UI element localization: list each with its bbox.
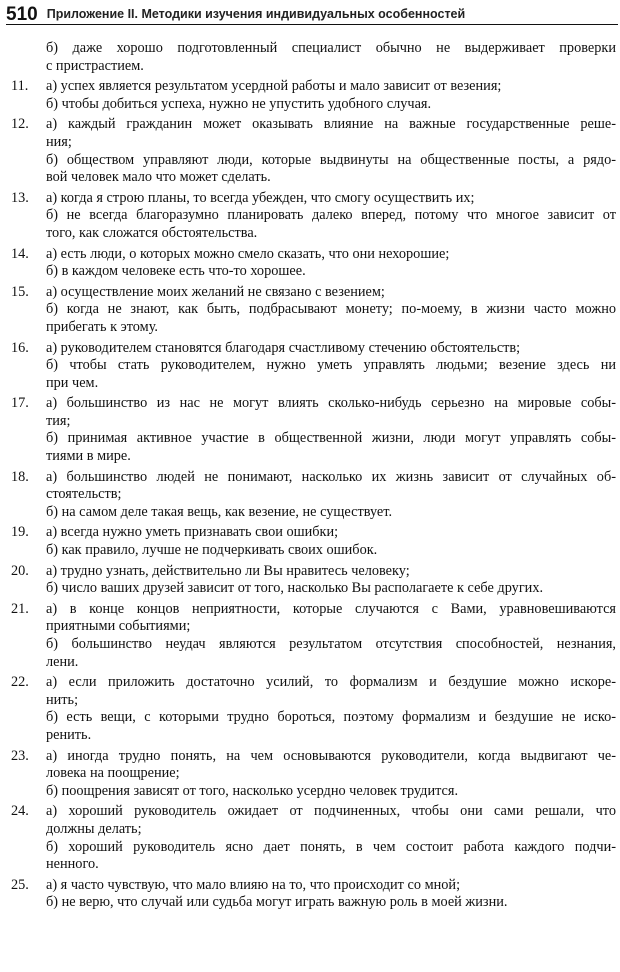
text-line: б) чтобы добиться успеха, нужно не упустить удобного случая. [46,95,432,112]
item-number: 15. [11,283,29,300]
questionnaire-item [8,877,616,912]
text-line: б) число ваших друзей зависит от того, насколько Вы располагаете к себе других. [46,580,544,597]
questionnaire-item [8,395,616,465]
questionnaire-item [8,601,616,671]
running-title: Приложение II. Методики изучения индивидуальных особенностей [46,7,466,21]
item-text [46,284,616,337]
item-number: 16. [11,339,29,356]
text-line: а) когда я строю планы, то всегда убежден, что смогу осуществить их; [46,189,475,206]
questionnaire-item [8,284,616,337]
text-line: а) иногда трудно понять, на чем основываются руководители, когда выдвигают че- [46,747,616,764]
questionnaire-item [8,524,616,559]
text-line: б) обществом управляют люди, которые выдвинуты на общественные посты, а рядо- [46,151,616,168]
text-line: ненного. [46,856,99,873]
text-line: лени. [46,653,79,670]
item-text [46,674,616,744]
text-line: тиями в мире. [46,448,131,465]
text-line: б) принимая активное участие в общественной жизни, люди могут управлять собы- [46,430,616,447]
item-number: 22. [11,674,29,691]
item-number [8,40,46,75]
item-text [46,601,616,671]
questionnaire-item [8,748,616,801]
text-line: б) когда не знают, как быть, подбрасывают монету; по-моему, в жизни часто можно [46,301,616,318]
questionnaire-item [8,674,616,744]
item-text [46,340,616,393]
item-text [46,78,616,113]
questionnaire-item [8,190,616,243]
questionnaire-item [8,116,616,186]
text-line: того, как сложатся обстоятельства. [46,224,258,241]
item-number: 17. [11,395,29,412]
text-line: б) есть вещи, с которыми трудно бороться, поэтому формализм и бездушие не иско- [46,709,616,726]
text-line: ния; [46,133,72,150]
page-header [6,4,618,25]
item-number: 14. [11,245,29,262]
text-line: а) есть люди, о которых можно смело сказать, что они нехорошие; [46,245,450,262]
text-line: тия; [46,412,71,429]
questionnaire-item [8,340,616,393]
item-text [46,524,616,559]
item-text [46,803,616,873]
item-text [46,563,616,598]
questionnaire-item [8,803,616,873]
item-text [46,395,616,465]
item-text [46,246,616,281]
text-line: с пристрастием. [46,57,144,74]
text-line: при чем. [46,374,99,391]
text-line: а) всегда нужно уметь признавать свои ошибки; [46,524,339,541]
item-text [46,116,616,186]
item-number: 25. [11,876,29,893]
item-number: 11. [11,78,29,95]
text-line: ренить. [46,726,92,743]
item-number: 18. [11,468,29,485]
item-number: 19. [11,524,29,541]
text-line: а) каждый гражданин может оказывать влияние на важные государственные реше- [46,116,616,133]
text-line: б) не всегда благоразумно планировать далеко вперед, потому что многое зависит от [46,207,616,224]
text-line: а) осуществление моих желаний не связано с везением; [46,283,385,300]
item-number: 23. [11,747,29,764]
item-text [46,469,616,522]
text-line: б) на самом деле такая вещь, как везение, не существует. [46,503,393,520]
text-line: б) чтобы стать руководителем, нужно уметь управлять людьми; везение здесь ни [46,357,616,374]
item-text [46,190,616,243]
text-line: б) в каждом человеке есть что-то хорошее. [46,263,306,280]
item-text [46,40,616,75]
text-line: стоятельств; [46,486,122,503]
text-line: а) в конце концов неприятности, которые случаются с Вами, уравновешиваются [46,600,616,617]
text-line: б) хороший руководитель ясно дает понять, в чем состоит работа каждого подчи- [46,838,616,855]
text-line: б) большинство неудач являются результатом отсутствия способностей, незнания, [46,636,616,652]
questionnaire-item [8,563,616,598]
page-number: 510 [6,4,38,25]
questionnaire-items [8,40,616,915]
text-line: нить; [46,691,79,708]
text-line: а) успех является результатом усердной работы и мало зависит от везения; [46,78,502,95]
text-line: а) руководителем становятся благодаря счастливому стечению обстоятельств; [46,339,521,356]
item-number: 21. [11,600,29,617]
text-line: а) трудно узнать, действительно ли Вы нравитесь человеку; [46,562,410,579]
text-line: приятными событиями; [46,618,191,635]
item-number: 24. [11,803,29,820]
text-line: б) даже хорошо подготовленный специалист обычно не выдерживает проверки [46,40,616,56]
text-line: а) большинство из нас не могут влиять сколько-нибудь серьезно на мировые собы- [46,395,616,412]
item-number: 12. [11,116,29,133]
item-text [46,748,616,801]
item-text [46,877,616,912]
item-number: 20. [11,562,29,579]
text-line: а) хороший руководитель ожидает от подчиненных, чтобы они сами решали, что [46,803,616,820]
questionnaire-item [8,246,616,281]
questionnaire-item [8,469,616,522]
item-number: 13. [11,189,29,206]
text-line: б) поощрения зависят от того, насколько усердно человек трудится. [46,782,459,799]
questionnaire-item [8,78,616,113]
text-line: вой человек мало что может сделать. [46,169,271,186]
text-line: б) как правило, лучше не подчеркивать своих ошибок. [46,542,378,559]
text-line: а) я часто чувствую, что мало влияю на то, что происходит со мной; [46,876,461,893]
text-line: а) если приложить достаточно усилий, то формализм и бездушие можно искоре- [46,674,616,691]
questionnaire-item [8,40,616,75]
text-line: б) не верю, что случай или судьба могут играть важную роль в моей жизни. [46,894,508,911]
text-line: ловека на поощрение; [46,765,180,782]
text-line: а) большинство людей не понимают, насколько их жизнь зависит от случайных об- [46,468,616,485]
text-line: прибегать к этому. [46,318,158,335]
text-line: должны делать; [46,820,142,837]
